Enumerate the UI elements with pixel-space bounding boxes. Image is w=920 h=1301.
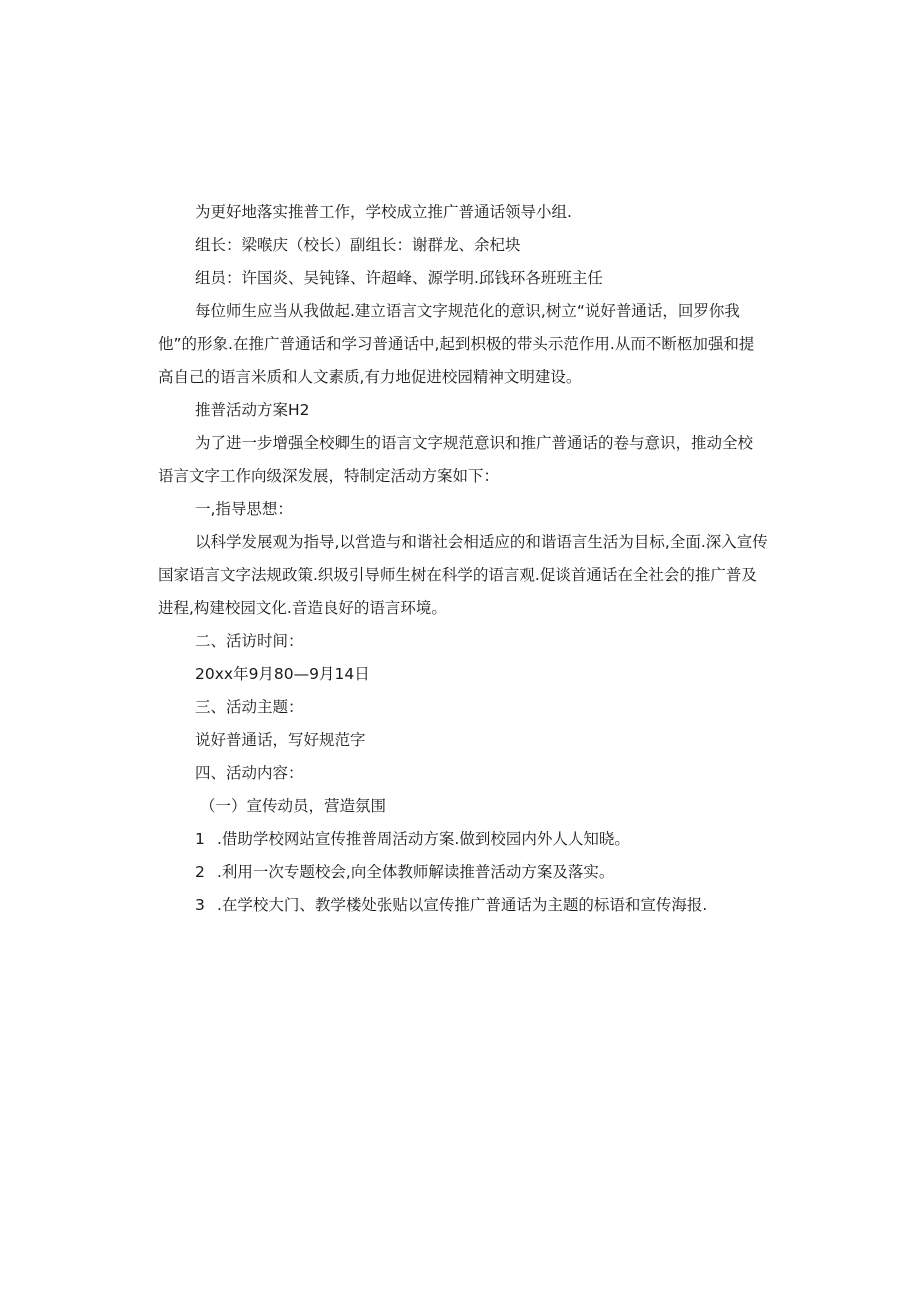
list-item-number: 1 <box>195 830 205 848</box>
group-leaders: 组长：梁喉庆（校长）副组长：谢群龙、余杞块 <box>195 236 521 254</box>
heading-activity-theme: 三、活动主题： <box>195 698 304 716</box>
heading-guiding-ideology: 一,指导思想： <box>195 500 293 518</box>
paragraph-guiding-ideology: 以科学发展观为指导,以営造与和谐社会相适应的和谐语言生活为目标,全面.深入宣传国家语言文字法规政策.织圾引导师生树在科学的语言观.促谈首通话在全社会的推广普及进程,构建校园文化.音造良好的语言环境。 <box>158 533 768 617</box>
activity-theme: 说好普通话，写好规范字 <box>195 731 366 749</box>
list-item-text: .在学校大门、教学楼处张贴以宣传推广普通话为主题的标语和宣传海报. <box>217 896 708 914</box>
list-item <box>158 889 768 922</box>
list-item-text: .借助学校网站宣传推普周活动方案.做到校园内外人人知晓。 <box>217 830 630 848</box>
document-body <box>158 196 768 922</box>
heading-activity-content: 四、活动内容： <box>195 764 304 782</box>
list-item-number: 3 <box>195 896 205 914</box>
paragraph-responsibility: 每位师生应当从我做起.建立语言文字规范化的意识,树立“说好普通话，回罗你我他”的形象.在推广普通话和学习普通话中,起到枳极的带头示范作用.从而不断柩加强和提高自己的语言米质和人文素质,有力地促进校园精神文明建设。 <box>158 302 755 386</box>
subheading-publicity: （一）宣传动员，营造氛围 <box>200 797 387 815</box>
group-members: 组员：许国炎、吴钝锋、许超峰、源学明.邱钱环各班班主任 <box>195 269 603 287</box>
activity-date: 20xx年9月80—9月14日 <box>195 665 370 683</box>
paragraph-intro: 为了进一步增强全校卿生的语言文字规范意识和推广普通话的卷与意识，推动全校语言文字工作向级深发展，特制定活动方案如下： <box>158 434 754 485</box>
list-item <box>158 823 768 856</box>
paragraph-leading-group: 为更好地落实推普工作，学校成立推广普通话领导小组. <box>195 203 572 221</box>
list-item-text: .利用一次专题校会,向全体教师解读推普活动方案及落实。 <box>217 863 615 881</box>
list-item <box>158 856 768 889</box>
section-title: 推普活动方案H2 <box>195 401 310 419</box>
heading-activity-time: 二、活访时间： <box>195 632 304 650</box>
list-item-number: 2 <box>195 863 205 881</box>
